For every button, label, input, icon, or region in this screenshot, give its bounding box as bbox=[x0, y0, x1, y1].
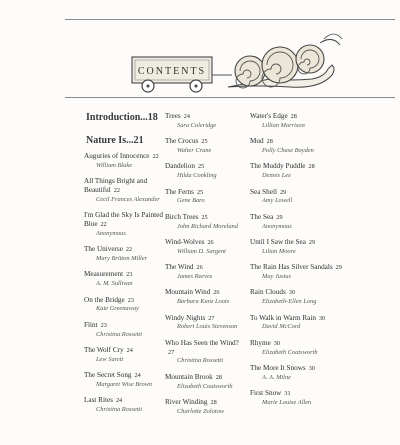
toc-entry bbox=[165, 314, 247, 332]
poem-title-line bbox=[84, 152, 164, 162]
toc-entry bbox=[84, 296, 164, 314]
poem-author: Lew Sarett bbox=[96, 355, 124, 363]
poem-title-line bbox=[250, 364, 360, 374]
page-number: 30 bbox=[308, 365, 315, 373]
page-number: 26 bbox=[196, 264, 203, 272]
poem-title: Mountain Wind bbox=[165, 288, 211, 297]
poem-title: Auguries of Innocence bbox=[84, 152, 150, 160]
poem-title-line bbox=[165, 162, 247, 172]
toc-entry bbox=[165, 188, 247, 206]
page-number: 25 bbox=[201, 213, 208, 221]
page-number: 29 bbox=[276, 213, 283, 221]
toc-entry bbox=[84, 396, 164, 414]
poem-title-line bbox=[84, 346, 164, 356]
poem-author: James Reeves bbox=[177, 273, 213, 281]
poem-title-line bbox=[165, 288, 247, 298]
section-page: 21 bbox=[133, 135, 144, 146]
toc-entry bbox=[250, 314, 360, 332]
toc-entry bbox=[84, 177, 164, 204]
toc-entry bbox=[165, 263, 247, 281]
toc-entry bbox=[250, 263, 360, 281]
toc-column-2 bbox=[165, 112, 247, 423]
poem-author: Mary Britton Miller bbox=[96, 255, 148, 262]
page-number: 24 bbox=[115, 397, 123, 405]
poem-title: Measurement bbox=[84, 270, 124, 279]
section-rule bbox=[65, 97, 395, 98]
page-number: 25 bbox=[201, 138, 208, 146]
poem-author: May Justus bbox=[262, 273, 291, 281]
poem-title: Windy Nights bbox=[165, 313, 206, 322]
page-number: 29 bbox=[308, 239, 316, 247]
poem-title-line bbox=[165, 112, 247, 122]
poem-title: Wind-Wolves bbox=[165, 238, 205, 247]
page-number: 31 bbox=[284, 390, 291, 398]
introduction-entry: Introduction...18 bbox=[86, 112, 158, 123]
poem-title-line bbox=[250, 112, 360, 122]
poem-author: Walter Crane bbox=[177, 147, 212, 154]
toc-entry bbox=[165, 339, 247, 366]
toc-entry bbox=[250, 112, 360, 130]
poem-title-line bbox=[165, 339, 247, 358]
poem-title-line bbox=[250, 213, 360, 223]
poem-title: The Rain Has Silver Sandals bbox=[250, 263, 333, 272]
poem-author: A. M. Sullivan bbox=[96, 280, 133, 288]
poem-author: Dennis Lee bbox=[262, 172, 291, 180]
poem-author: Cecil Frances Alexander bbox=[96, 195, 160, 203]
poem-title-line bbox=[84, 245, 164, 255]
toc-entry bbox=[84, 245, 164, 263]
poem-author: Amy Lowell bbox=[262, 197, 293, 205]
poem-title-line bbox=[250, 162, 360, 172]
toc-entry bbox=[250, 339, 360, 357]
page-number: 26 bbox=[213, 289, 220, 297]
toc-column-1 bbox=[84, 152, 164, 422]
page-number: 23 bbox=[127, 296, 134, 304]
toc-entry bbox=[250, 238, 360, 256]
poem-title-line bbox=[84, 371, 164, 381]
poem-title-line bbox=[250, 238, 360, 248]
poem-title-line bbox=[84, 211, 164, 230]
poem-title-line bbox=[84, 270, 164, 280]
poem-title: Birch Trees bbox=[165, 212, 199, 221]
page-number: 28 bbox=[290, 113, 297, 120]
poem-title-line bbox=[165, 398, 247, 408]
poem-author: William D. Sargent bbox=[177, 247, 226, 255]
poem-title: Last Rites bbox=[84, 396, 113, 405]
poem-title: The Universe bbox=[84, 245, 123, 254]
poem-author: Charlotte Zolotow bbox=[177, 407, 225, 415]
poem-title-line bbox=[250, 314, 360, 324]
poem-title: Who Has Seen the Wind? bbox=[165, 338, 239, 347]
toc-entry bbox=[165, 238, 247, 256]
poem-title-line bbox=[250, 339, 360, 349]
page-number: 28 bbox=[215, 373, 222, 381]
poem-title: To Walk in Warm Rain bbox=[250, 313, 316, 322]
poem-title: I'm Glad the Sky Is Painted Blue bbox=[84, 211, 163, 228]
toc-entry bbox=[165, 398, 247, 416]
page-number: 26 bbox=[207, 239, 214, 247]
toc-entry bbox=[165, 112, 247, 130]
poem-author: Anonymous bbox=[96, 229, 126, 237]
toc-entry bbox=[165, 213, 247, 231]
poem-author: Kate Greenaway bbox=[96, 305, 139, 313]
page-number: 23 bbox=[126, 271, 133, 279]
toc-entry bbox=[84, 371, 164, 389]
poem-author: Lilian Moore bbox=[262, 247, 296, 255]
poem-author: Elizabeth Coatsworth bbox=[262, 348, 318, 356]
poem-title: The Sea bbox=[250, 212, 274, 221]
page-number: 30 bbox=[273, 339, 280, 347]
poem-title-line bbox=[84, 321, 164, 331]
page-number: 22 bbox=[152, 153, 159, 160]
poem-author: Barbara Kunz Loots bbox=[177, 298, 230, 306]
poem-title: First Snow bbox=[250, 389, 282, 398]
poem-author: Christina Rossetti bbox=[96, 330, 142, 338]
page-number: 22 bbox=[113, 187, 120, 194]
section-label: Nature Is bbox=[86, 135, 127, 146]
toc-entry bbox=[250, 162, 360, 180]
poem-author: A. A. Milne bbox=[262, 373, 291, 381]
poem-title: Rain Clouds bbox=[250, 288, 286, 297]
poem-title: The Ferns bbox=[165, 187, 194, 196]
poem-title-line bbox=[165, 263, 247, 273]
poem-author: Christina Rossetti bbox=[96, 406, 142, 414]
poem-author: Sara Coleridge bbox=[177, 121, 217, 129]
poem-title: Flint bbox=[84, 320, 98, 329]
poem-title: Dandelion bbox=[165, 162, 195, 171]
page-number: 24 bbox=[134, 372, 141, 380]
page-number: 25 bbox=[196, 188, 204, 196]
toc-entry bbox=[84, 321, 164, 339]
poem-author: Polly Chase Boyden bbox=[262, 147, 314, 154]
toc-entry bbox=[250, 188, 360, 206]
poem-title: On the Bridge bbox=[84, 295, 125, 304]
poem-author: Robert Louis Stevenson bbox=[177, 323, 238, 331]
poem-title-line bbox=[250, 188, 360, 198]
poem-author: Marie Louise Allen bbox=[262, 399, 312, 407]
contents-title: CONTENTS bbox=[137, 66, 207, 77]
poem-title-line bbox=[84, 396, 164, 406]
poem-author: Christina Rossetti bbox=[177, 357, 223, 365]
poem-author: William Blake bbox=[96, 161, 133, 169]
page-number: 27 bbox=[208, 314, 215, 322]
poem-title: Trees bbox=[165, 112, 181, 120]
page-number: 25 bbox=[197, 163, 205, 171]
poem-title: River Winding bbox=[165, 398, 208, 407]
toc-entry bbox=[165, 373, 247, 391]
page-number: 24 bbox=[183, 113, 190, 120]
poem-title: Mountain Brook bbox=[165, 372, 213, 381]
toc-entry bbox=[250, 213, 360, 231]
toc-entry bbox=[84, 346, 164, 364]
poem-title: The Wind bbox=[165, 263, 194, 272]
page-number: 27 bbox=[168, 348, 175, 356]
poem-author: Elizabeth-Ellen Long bbox=[262, 298, 317, 306]
poem-title: The Muddy Puddle bbox=[250, 162, 306, 171]
introduction-page: 18 bbox=[147, 112, 158, 123]
poem-title: All Things Bright and Beautiful bbox=[84, 177, 148, 194]
poem-author: Hilda Conkling bbox=[177, 172, 217, 180]
poem-author: John Richard Moreland bbox=[177, 222, 238, 230]
poem-title: Until I Saw the Sea bbox=[250, 238, 306, 247]
poem-title-line bbox=[165, 188, 247, 198]
poem-author: Lillian Morrison bbox=[262, 121, 305, 129]
toc-column-3 bbox=[250, 112, 360, 414]
poem-title-line bbox=[250, 288, 360, 298]
page-number: 22 bbox=[100, 221, 107, 228]
poem-title: The More It Snows bbox=[250, 364, 306, 373]
toc-entry bbox=[250, 288, 360, 306]
page-number: 29 bbox=[279, 188, 287, 196]
page-number: 24 bbox=[126, 347, 133, 355]
poem-title: Sea Shell bbox=[250, 187, 277, 196]
poem-title: Water's Edge bbox=[250, 112, 288, 120]
poem-author: Elizabeth Coatsworth bbox=[177, 382, 233, 390]
snail-cart-illustration bbox=[120, 25, 345, 95]
toc-entry bbox=[250, 389, 360, 407]
toc-entry bbox=[84, 152, 164, 170]
poem-title-line bbox=[165, 373, 247, 383]
poem-author: Margaret Wise Brown bbox=[96, 381, 153, 389]
poem-author: David McCord bbox=[262, 323, 301, 331]
poem-title: The Crocus bbox=[165, 137, 199, 146]
page-number: 29 bbox=[335, 264, 342, 272]
page-number: 28 bbox=[210, 399, 217, 407]
poem-title-line bbox=[165, 238, 247, 248]
page-number: 30 bbox=[288, 289, 295, 297]
toc-entry bbox=[250, 364, 360, 382]
page-number: 28 bbox=[266, 138, 273, 146]
page-number: 23 bbox=[100, 321, 107, 329]
poem-title-line bbox=[250, 263, 360, 273]
poem-title: Mud bbox=[250, 137, 264, 146]
top-rule bbox=[65, 19, 395, 20]
poem-title: The Wolf Cry bbox=[84, 346, 124, 355]
section-heading: Nature Is...21 bbox=[86, 135, 144, 146]
page-number: 22 bbox=[125, 246, 133, 254]
poem-title-line bbox=[250, 137, 360, 147]
toc-entry bbox=[84, 211, 164, 238]
poem-title-line bbox=[165, 314, 247, 324]
toc-entry bbox=[84, 270, 164, 288]
poem-title-line bbox=[165, 213, 247, 223]
poem-title-line bbox=[84, 296, 164, 306]
poem-author: Gene Baro bbox=[177, 197, 205, 205]
poem-title-line bbox=[250, 389, 360, 399]
toc-entry bbox=[165, 288, 247, 306]
toc-entry bbox=[165, 137, 247, 155]
introduction-label: Introduction bbox=[86, 112, 141, 123]
page-number: 28 bbox=[308, 163, 315, 171]
poem-title: Rhyme bbox=[250, 338, 271, 347]
page-number: 30 bbox=[318, 314, 326, 322]
poem-title: The Secret Song bbox=[84, 371, 132, 380]
poem-title-line bbox=[84, 177, 164, 196]
poem-author: Anonymous bbox=[262, 222, 292, 230]
toc-entry bbox=[250, 137, 360, 155]
poem-title-line bbox=[165, 137, 247, 147]
toc-entry bbox=[165, 162, 247, 180]
